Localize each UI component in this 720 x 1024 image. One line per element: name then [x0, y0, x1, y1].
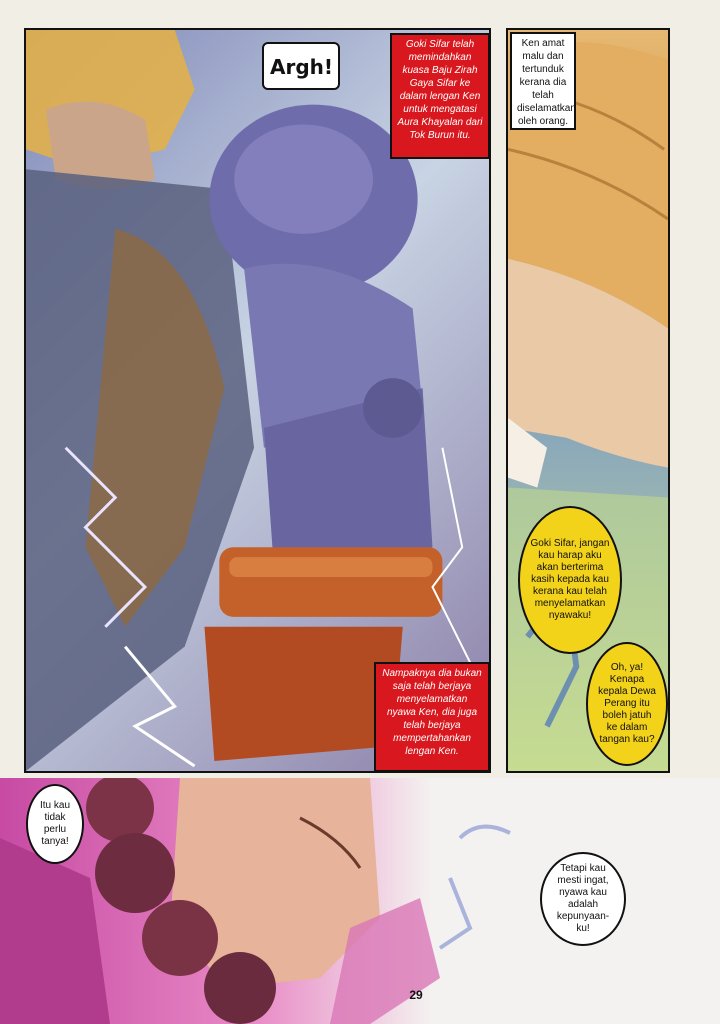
panel-tok-burun [0, 778, 720, 1024]
caption-ken: Ken amat malu dan tertunduk kerana dia telah diselamatkan oleh orang. [510, 32, 576, 130]
speech-bubble-dewa-perang: Oh, ya! Kenapa kepala Dewa Perang itu boleh jatuh ke dalam tangan kau? [586, 642, 668, 766]
speech-bubble-goki: Goki Sifar, jangan kau harap aku akan berterima kasih kepada kau kerana kau telah menyelamatkan nyawaku! [518, 506, 622, 654]
caption-bottom: Nampaknya dia bukan saja telah berjaya menyelamatkan nyawa Ken, dia juga telah berjaya mempertahankan lengan Ken. [374, 662, 490, 772]
sfx-argh: Argh! [262, 42, 340, 90]
speech-bubble-left: Itu kau tidak perlu tanya! [26, 784, 84, 864]
page-number: 29 [409, 988, 423, 1002]
panel-armored-arm [24, 28, 491, 773]
panel-ken-face [506, 28, 670, 773]
speech-bubble-right: Tetapi kau mesti ingat, nyawa kau adalah kepunyaan-ku! [540, 852, 626, 946]
caption-top: Goki Sifar telah memindahkan kuasa Baju Zirah Gaya Sifar ke dalam lengan Ken untuk mengatasi Aura Khayalan dari Tok Burun itu. [390, 33, 490, 159]
